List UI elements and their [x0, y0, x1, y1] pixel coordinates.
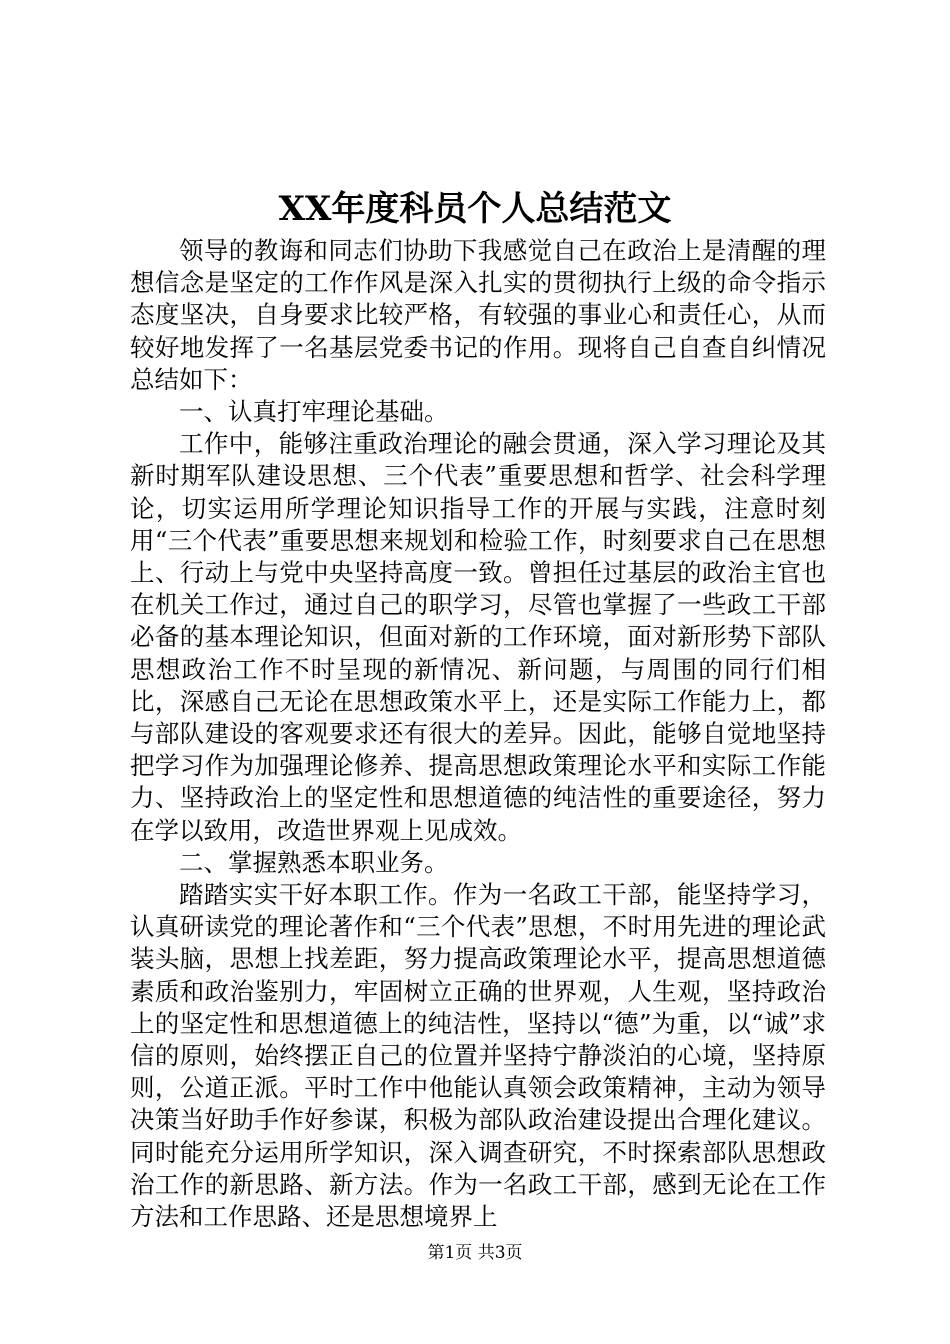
page-number-footer: 第1页 共3页 [427, 1243, 523, 1263]
paragraph-section-1: 工作中，能够注重政治理论的融会贯通，深入学习理论及其新时期军队建设思想、三个代表”重要思想和哲学、社会科学理论，切实运用所学理论知识指导工作的开展与实践，注意时刻用“三个代表”重要思想来规划和检验工作，时刻要求自己在思想上、行动上与党中央坚持高度一致。曾担任过基层的政治主官也在机关工作过，通过自己的职学习，尽管也掌握了一些政工干部必备的基本理论知识，但面对新的工作环境，面对新形势下部队思想政治工作不时呈现的新情况、新问题，与周围的同行们相比，深感自己无论在思想政策水平上，还是实际工作能力上，都与部队建设的客观要求还有很大的差异。因此，能够自觉地坚持把学习作为加强理论修养、提高思想政策理论水平和实际工作能力、坚持政治上的坚定性和思想道德的纯洁性的重要途径，努力在学以致用，改造世界观上见成效。 [130, 429, 826, 845]
section-heading-1: 一、认真打牢理论基础。 [179, 397, 449, 427]
document-title: XX年度科员个人总结范文 [278, 189, 672, 229]
paragraph-section-2: 踏踏实实干好本职工作。作为一名政工干部，能坚持学习，认真研读党的理论著作和“三个代表”思想，不时用先进的理论武装头脑，思想上找差距，努力提高政策理论水平，提高思想道德素质和政治鉴别力，牢固树立正确的世界观，人生观，坚持政治上的坚定性和思想道德上的纯洁性，坚持以“德”为重，以“诚”求信的原则，始终摆正自己的位置并坚持宁静淡泊的心境，坚持原则，公道正派。平时工作中他能认真领会政策精神，主动为领导决策当好助手作好参谋，积极为部队政治建设提出合理化建议。同时能充分运用所学知识，深入调查研究，不时探索部队思想政治工作的新思路、新方法。作为一名政工干部，感到无论在工作方法和工作思路、还是思想境界上 [130, 880, 826, 1232]
document-body [130, 235, 826, 1233]
paragraph-intro: 领导的教诲和同志们协助下我感觉自己在政治上是清醒的理想信念是坚定的工作作风是深入扎实的贯彻执行上级的命令指示态度坚决，自身要求比较严格，有较强的事业心和责任心，从而较好地发挥了一名基层党委书记的作用。现将自己自查自纠情况总结如下： [130, 236, 826, 394]
section-heading-2: 二、掌握熟悉本职业务。 [179, 847, 449, 877]
